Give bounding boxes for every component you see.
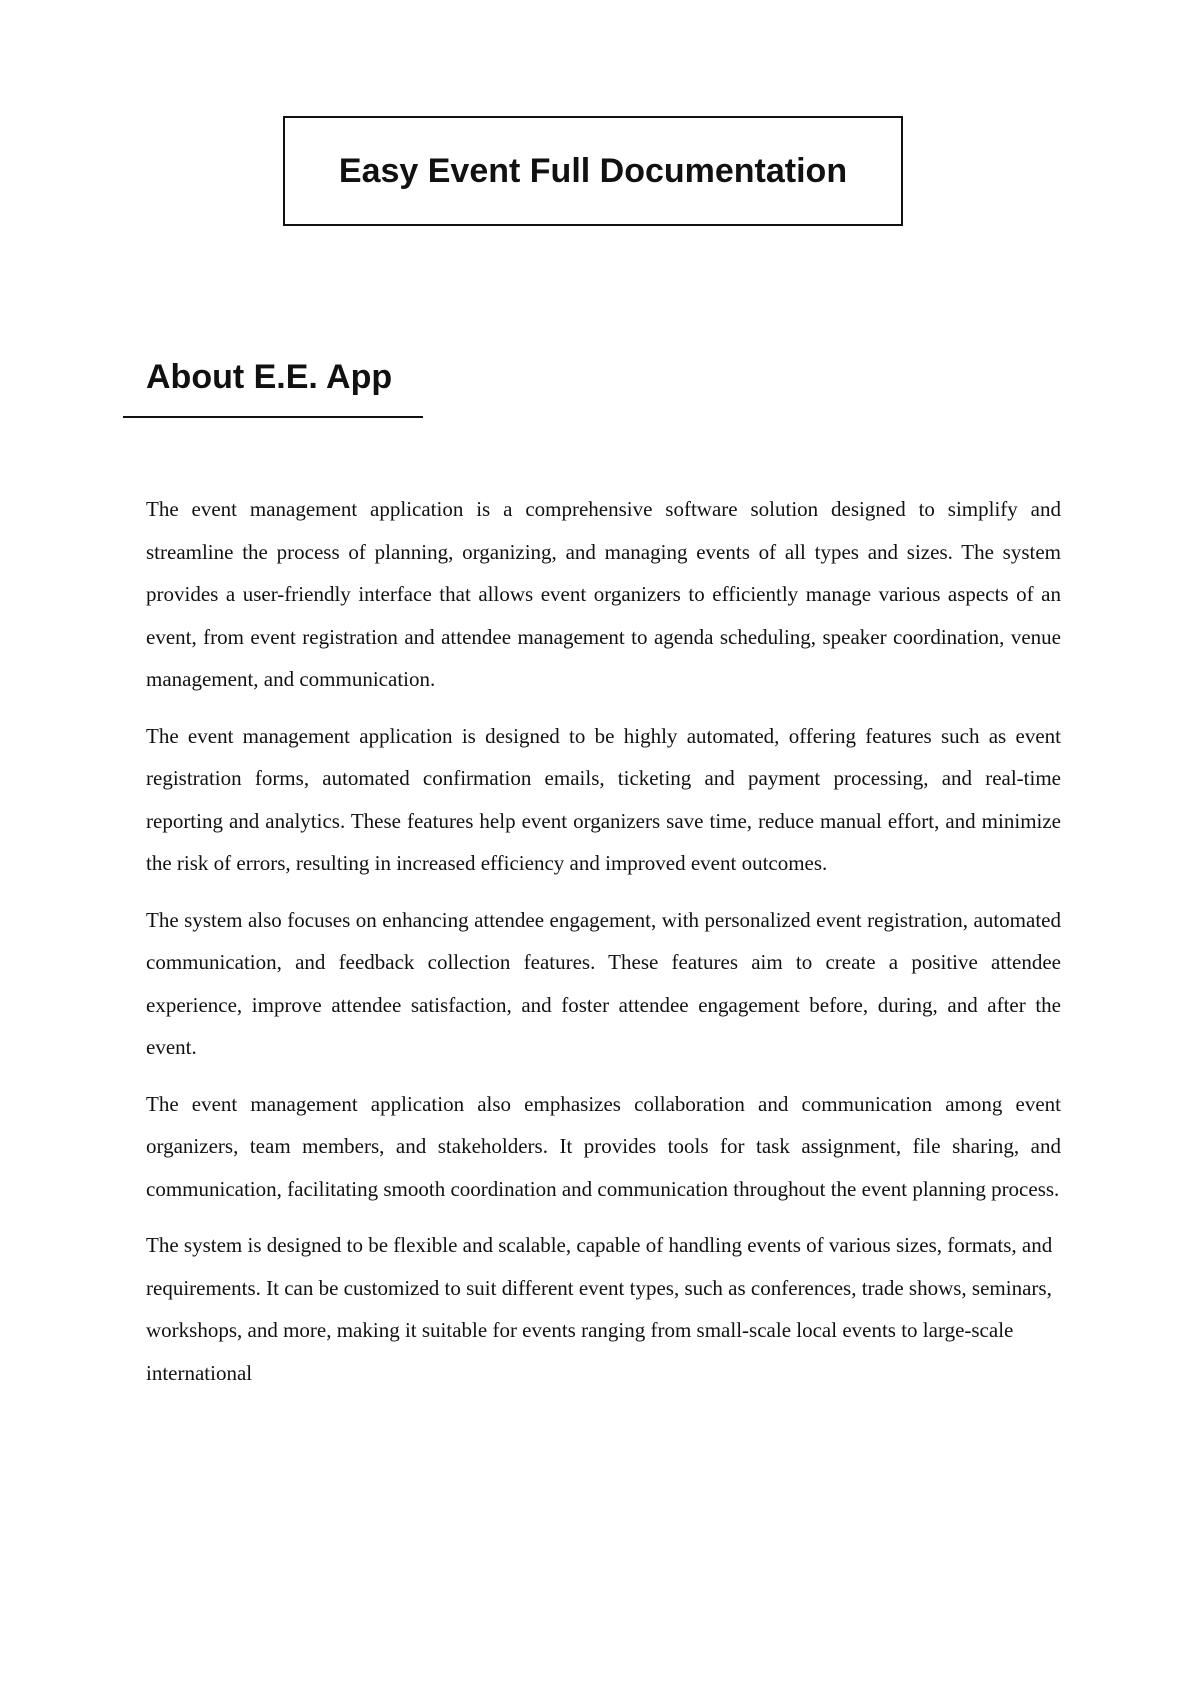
paragraph: The event management application is designed to be highly automated, offering features such as event registration forms, automated confirmation emails, ticketing and payment processing, and real-time reporting and analytics. These features help event organizers save time, reduce manual effort, and minimize the risk of errors, resulting in increased efficiency and improved event outcomes. bbox=[146, 723, 1061, 875]
title-box bbox=[283, 116, 903, 226]
body-text bbox=[146, 488, 1061, 1408]
document-title: Easy Event Full Documentation bbox=[338, 151, 848, 190]
paragraph: The system also focuses on enhancing attendee engagement, with personalized event registration, automated communication, and feedback collection features. These features aim to create a positive attendee experience, improve attendee satisfaction, and foster attendee engagement before, during, and after the event. bbox=[146, 907, 1061, 1059]
paragraph: The event management application is a comprehensive software solution designed to simplify and streamline the process of planning, organizing, and managing events of all types and sizes. The system provides a user-friendly interface that allows event organizers to efficiently manage various aspects of an event, from event registration and attendee management to agenda scheduling, speaker coordination, venue management, and communication. bbox=[146, 497, 1061, 691]
paragraph: The system is designed to be flexible and scalable, capable of handling events of various sizes, formats, and requirements. It can be customized to suit different event types, such as conferences, trade shows, seminars, workshops, and more, making it suitable for events ranging from small-scale local events to large-scale international bbox=[146, 1233, 1053, 1385]
section-heading: About E.E. App bbox=[146, 358, 393, 396]
paragraph: The event management application also emphasizes collaboration and communication among event organizers, team members, and stakeholders. It provides tools for task assignment, file sharing, and communication, facilitating smooth coordination and communication throughout the event planning process. bbox=[146, 1091, 1061, 1201]
heading-underline bbox=[123, 416, 423, 418]
